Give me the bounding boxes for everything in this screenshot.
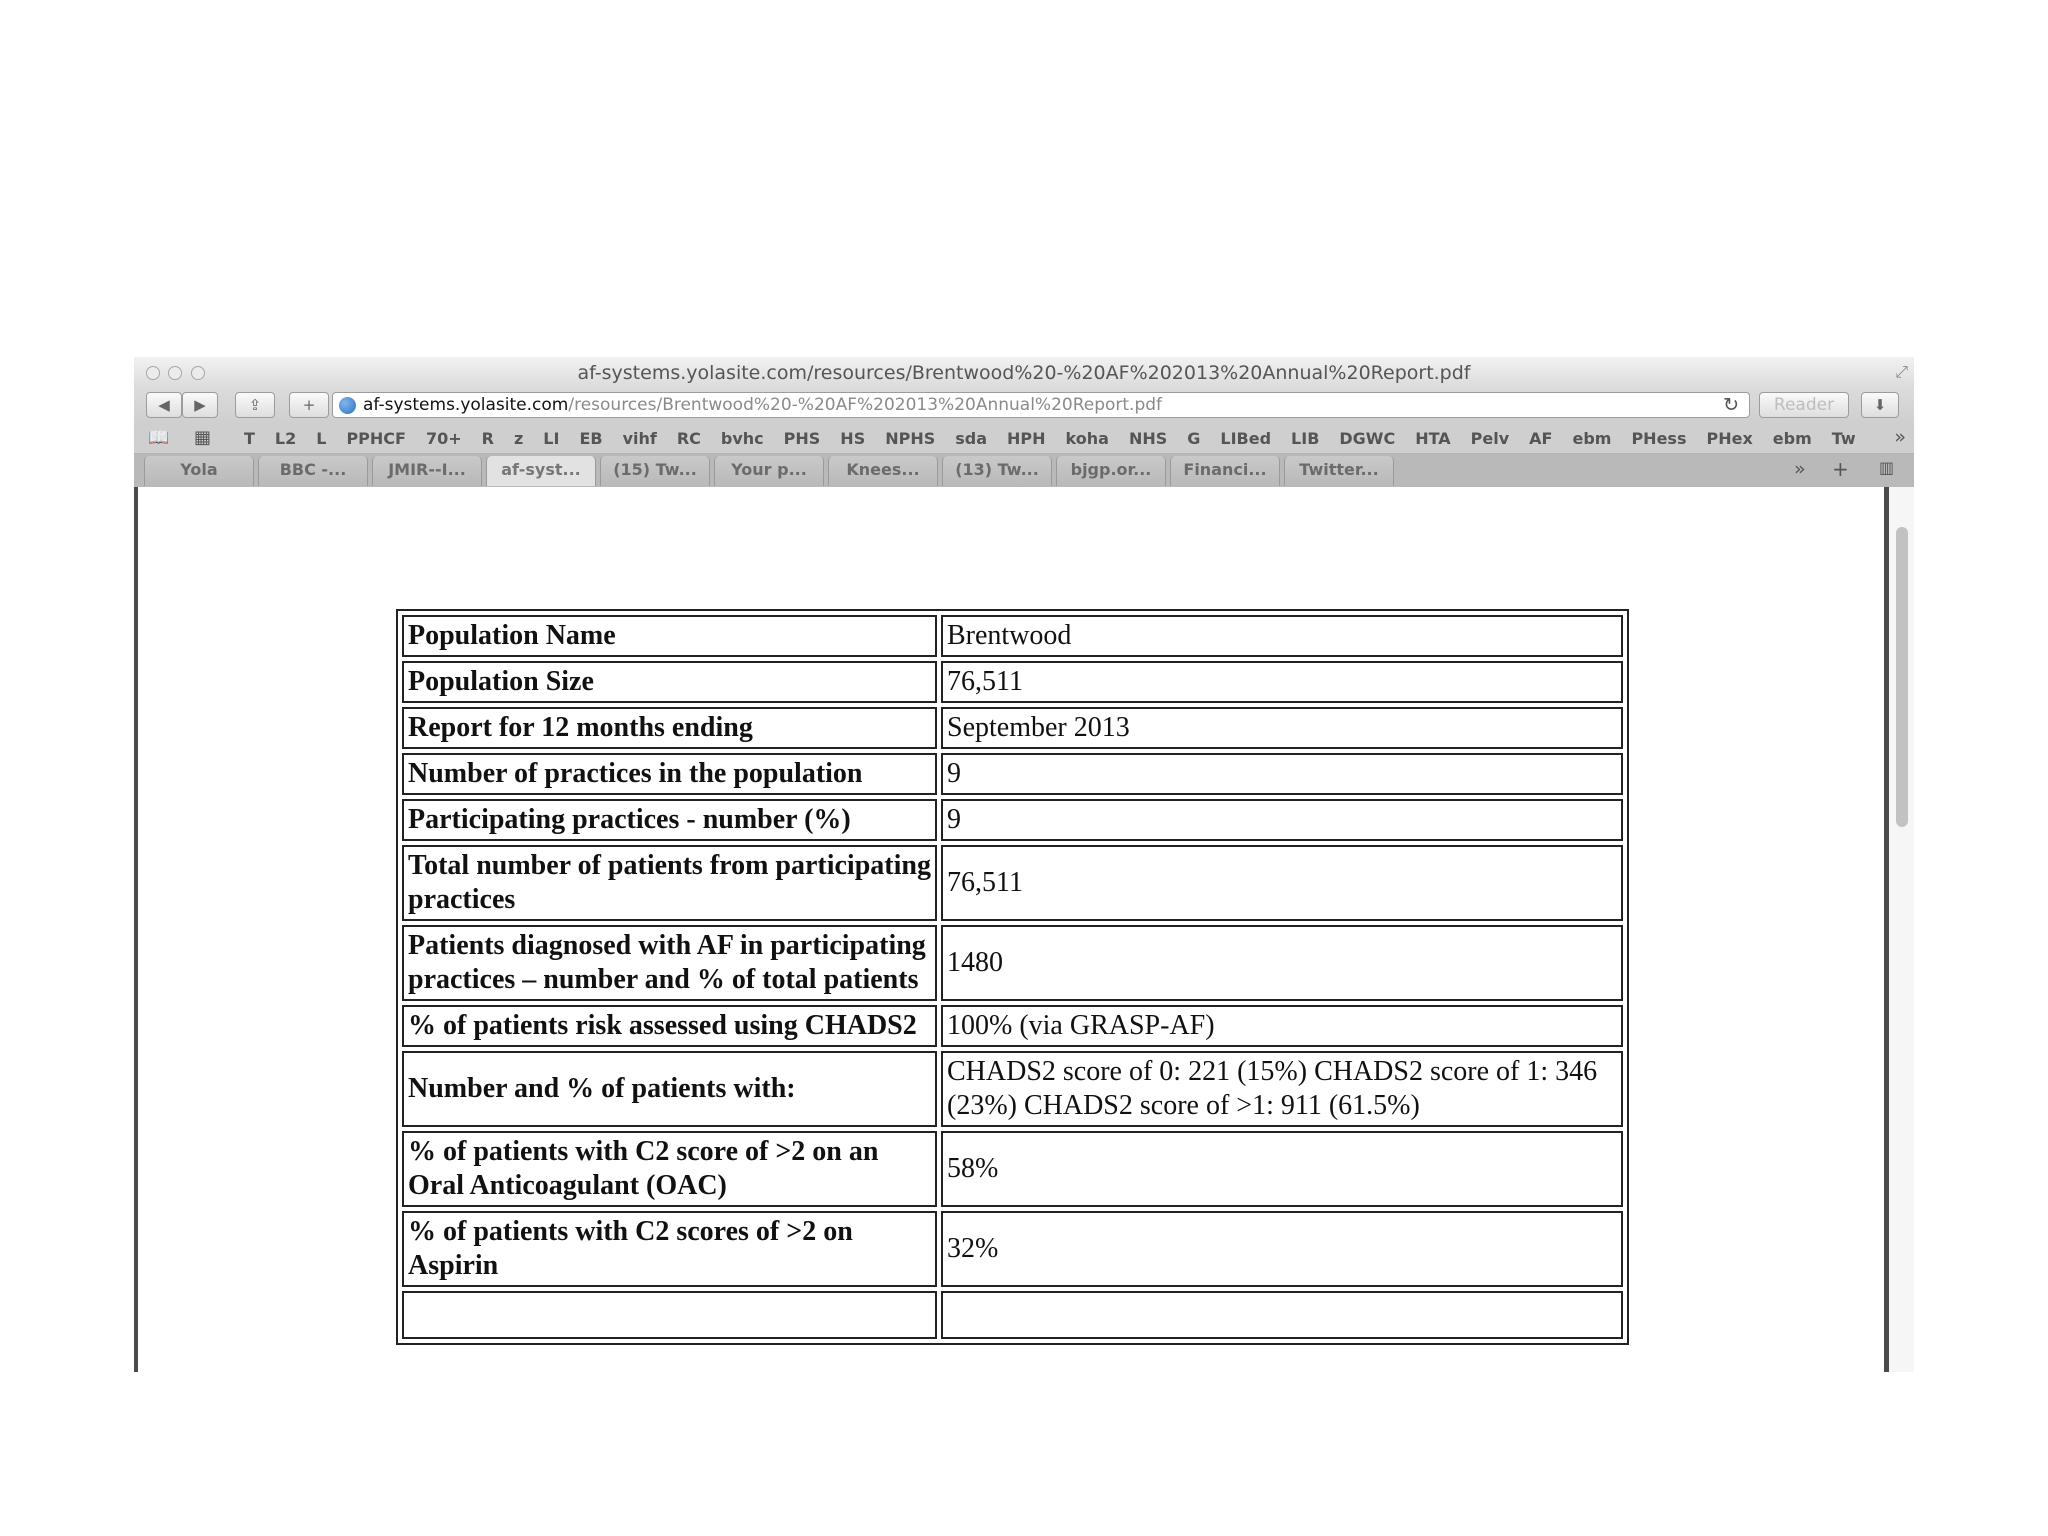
bookmark-item[interactable]: Pelv: [1470, 429, 1510, 448]
tab-item[interactable]: Twitter...: [1284, 456, 1394, 486]
bookmark-item[interactable]: ebm: [1772, 429, 1812, 448]
reading-list-icon[interactable]: 📖: [148, 428, 170, 448]
bookmark-item[interactable]: DGWC: [1339, 429, 1396, 448]
pdf-content-area[interactable]: [134, 487, 1914, 1372]
more-tabs-icon[interactable]: »: [1794, 458, 1806, 480]
row-value: 1480: [941, 925, 1623, 1001]
tab-item[interactable]: BBC -...: [258, 456, 368, 486]
bookmark-item[interactable]: L2: [274, 429, 297, 448]
back-arrow-icon: ◀: [158, 396, 170, 414]
top-sites-grid-icon[interactable]: ▦: [194, 427, 212, 448]
row-label: Patients diagnosed with AF in participating practices – number and % of total patients: [402, 925, 937, 1001]
bookmark-item[interactable]: HPH: [1007, 429, 1046, 448]
more-bookmarks-icon[interactable]: »: [1894, 426, 1906, 448]
bookmark-item[interactable]: PHS: [783, 429, 821, 448]
tab-item[interactable]: (15) Tw...: [600, 456, 710, 486]
bookmark-item[interactable]: PPHCF: [346, 429, 406, 448]
bookmark-item[interactable]: EB: [579, 429, 603, 448]
bookmark-item[interactable]: HTA: [1415, 429, 1451, 448]
bookmark-item[interactable]: RC: [676, 429, 701, 448]
tab-item[interactable]: bjgp.or...: [1056, 456, 1166, 486]
row-value: 9: [941, 799, 1623, 841]
new-tab-icon[interactable]: +: [1832, 457, 1849, 481]
table-row: [402, 661, 1623, 703]
reader-button[interactable]: Reader: [1759, 392, 1849, 418]
bookmark-item[interactable]: z: [513, 429, 524, 448]
scrollbar-thumb[interactable]: [1896, 527, 1908, 827]
row-label: Number and % of patients with:: [402, 1051, 937, 1127]
bookmark-item[interactable]: ebm: [1572, 429, 1612, 448]
row-value: 9: [941, 753, 1623, 795]
row-label: Number of practices in the population: [402, 753, 937, 795]
row-value: 100% (via GRASP-AF): [941, 1005, 1623, 1047]
address-bar[interactable]: [332, 392, 1750, 418]
bookmark-item[interactable]: PHex: [1706, 429, 1753, 448]
title-bar: [134, 357, 1914, 387]
tab-overview-icon[interactable]: ▥: [1879, 458, 1895, 477]
forward-button[interactable]: [182, 392, 218, 418]
bookmark-item[interactable]: bvhc: [720, 429, 764, 448]
table-row: [402, 753, 1623, 795]
share-button[interactable]: [235, 392, 275, 418]
row-value: Brentwood: [941, 615, 1623, 657]
tab-item[interactable]: af-syst...: [486, 456, 596, 486]
add-bookmark-button[interactable]: [289, 392, 329, 418]
table-row: [402, 799, 1623, 841]
tab-item[interactable]: (13) Tw...: [942, 456, 1052, 486]
row-value: 32%: [941, 1211, 1623, 1287]
downloads-button[interactable]: [1861, 392, 1899, 418]
bookmark-item[interactable]: LIBed: [1220, 429, 1272, 448]
bookmark-item[interactable]: LIB: [1291, 429, 1320, 448]
row-value: 58%: [941, 1131, 1623, 1207]
bookmark-item[interactable]: NPHS: [885, 429, 936, 448]
tab-item[interactable]: Yola: [144, 456, 254, 486]
bookmark-item[interactable]: HS: [840, 429, 866, 448]
download-icon: ⬇: [1873, 396, 1887, 414]
table-row: [402, 845, 1623, 921]
bookmark-item[interactable]: Tw: [1831, 429, 1856, 448]
site-globe-icon: [339, 397, 356, 414]
bookmark-list: [234, 429, 1866, 448]
row-value: CHADS2 score of 0: 221 (15%) CHADS2 score of 1: 346 (23%) CHADS2 score of >1: 911 (61.5%): [941, 1051, 1623, 1127]
bookmark-item[interactable]: NHS: [1128, 429, 1168, 448]
row-label: % of patients risk assessed using CHADS2: [402, 1005, 937, 1047]
row-label: Report for 12 months ending: [402, 707, 937, 749]
row-label: Population Size: [402, 661, 937, 703]
report-table-body: [402, 615, 1623, 1339]
row-label: % of patients with C2 score of >2 on an Oral Anticoagulant (OAC): [402, 1131, 937, 1207]
bookmark-item[interactable]: vihf: [622, 429, 657, 448]
url-host: [363, 395, 1162, 415]
report-table: [396, 609, 1629, 1345]
bookmark-item[interactable]: AF: [1529, 429, 1553, 448]
row-label: Population Name: [402, 615, 937, 657]
table-row: [402, 1051, 1623, 1127]
fullscreen-icon[interactable]: ⤢: [1895, 362, 1908, 381]
page-left-border: [134, 487, 138, 1372]
bookmark-item[interactable]: T: [244, 429, 255, 448]
table-row: [402, 1211, 1623, 1287]
bookmark-item[interactable]: 70+: [425, 429, 462, 448]
row-value: [941, 1291, 1623, 1339]
table-row: [402, 707, 1623, 749]
bookmark-item[interactable]: G: [1187, 429, 1201, 448]
share-icon: ⇪: [248, 396, 262, 414]
table-row: [402, 1291, 1623, 1339]
row-value: September 2013: [941, 707, 1623, 749]
back-button[interactable]: [146, 392, 182, 418]
bookmark-item[interactable]: PHess: [1631, 429, 1687, 448]
table-row: [402, 925, 1623, 1001]
bookmark-item[interactable]: R: [481, 429, 494, 448]
bookmark-item[interactable]: sda: [955, 429, 988, 448]
tab-item[interactable]: Financi...: [1170, 456, 1280, 486]
url-host-text: af-systems.yolasite.com: [363, 395, 569, 415]
forward-arrow-icon: ▶: [194, 396, 206, 414]
add-bookmark-icon: +: [302, 396, 316, 414]
bookmarks-bar: [134, 423, 1914, 454]
table-row: [402, 1131, 1623, 1207]
row-label: [402, 1291, 937, 1339]
window-title: af-systems.yolasite.com/resources/Brentwood%20-%20AF%202013%20Annual%20Report.pdf: [577, 362, 1471, 384]
reload-icon[interactable]: ↻: [1723, 394, 1739, 416]
url-path: /resources/Brentwood%20-%20AF%202013%20Annual%20Report.pdf: [568, 395, 1163, 415]
row-label: Total number of patients from participating practices: [402, 845, 937, 921]
row-value: 76,511: [941, 661, 1623, 703]
browser-toolbar: [134, 387, 1914, 423]
table-row: [402, 615, 1623, 657]
bookmark-item[interactable]: LI: [543, 429, 560, 448]
tab-bar: [134, 454, 1914, 488]
tab-item[interactable]: Your p...: [714, 456, 824, 486]
browser-window: [134, 357, 1914, 1372]
bookmark-item[interactable]: L: [316, 429, 327, 448]
bookmark-item[interactable]: koha: [1065, 429, 1109, 448]
tab-item[interactable]: Knees...: [828, 456, 938, 486]
row-label: % of patients with C2 scores of >2 on Aspirin: [402, 1211, 937, 1287]
table-row: [402, 1005, 1623, 1047]
tab-item[interactable]: JMIR--I...: [372, 456, 482, 486]
row-label: Participating practices - number (%): [402, 799, 937, 841]
row-value: 76,511: [941, 845, 1623, 921]
